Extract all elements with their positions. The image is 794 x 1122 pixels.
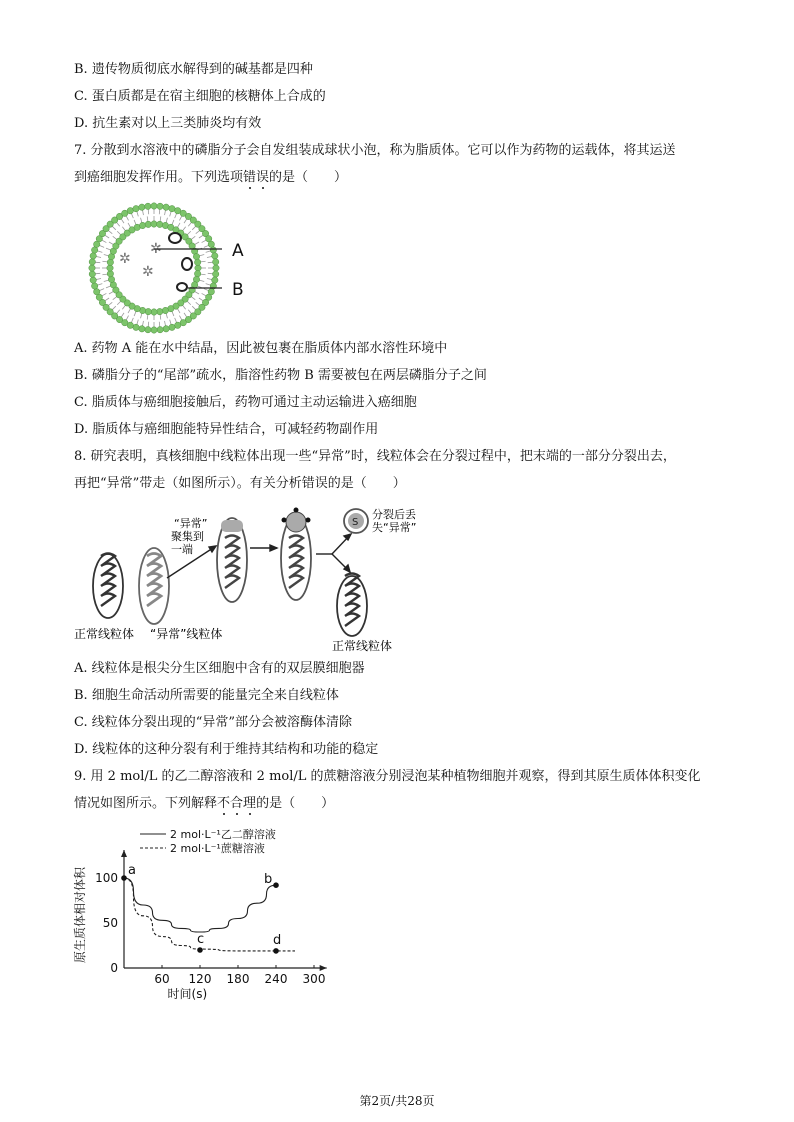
svg-text:✲: ✲ <box>150 241 162 257</box>
legend-label-2: 2 mol·L⁻¹蔗糖溶液 <box>170 842 265 855</box>
y-tick-label: 100 <box>95 871 118 885</box>
y-tick-label: 0 <box>110 961 118 975</box>
split-off-piece <box>344 509 368 533</box>
svg-text:S: S <box>352 517 359 528</box>
point-c <box>197 947 203 953</box>
y-axis-label: 原生质体相对体积 <box>73 866 87 964</box>
emphasis-mark: 错 <box>243 170 257 185</box>
label-lost-2: 失“异常” <box>372 521 417 534</box>
dividing-mitochondrion <box>281 508 311 601</box>
q7-stem-line1: 7. 分散到水溶液中的磷脂分子会自发组装成球状小泡，称为脂质体。它可以作为药物的运载体，将其运送 <box>74 143 676 158</box>
gathered-mitochondrion <box>217 518 247 602</box>
label-normal: 正常线粒体 <box>74 627 135 641</box>
liposome-bilayer <box>89 203 219 333</box>
q7-option-c: C. 脂质体与癌细胞接触后，药物可通过主动运输进入癌细胞 <box>74 395 417 410</box>
point-label-d: d <box>273 932 282 948</box>
point-label-c: c <box>197 932 205 947</box>
q8-stem-line2: 再把“异常”带走（如图所示）。有关分析错误的是（ ） <box>74 476 406 491</box>
q6-option-c: C. 蛋白质都是在宿主细胞的核糖体上合成的 <box>74 89 326 104</box>
chart-legend <box>140 827 276 855</box>
chart-series <box>124 878 295 951</box>
page-footer: 第2页/共28页 <box>359 1094 435 1108</box>
abnormal-mitochondrion <box>139 548 169 624</box>
point-label-a: a <box>128 863 136 878</box>
q8-stem-line1: 8. 研究表明，真核细胞中线粒体出现一些“异常”时，线粒体会在分裂过程中，把末端的一部分分裂出去， <box>74 449 676 464</box>
emphasis-mark: 合 <box>230 796 244 811</box>
x-tick-label: 60 <box>154 972 170 986</box>
q7-option-b: B. 磷脂分子的“尾部”疏水，脂溶性药物 B 需要被包在两层磷脂分子之间 <box>74 368 487 383</box>
svg-text:✲: ✲ <box>142 264 154 280</box>
chart-axes <box>72 850 327 1001</box>
emphasis-mark: 理 <box>243 796 257 811</box>
q7-stem-line2: 到癌细胞发挥作用。下列选项错误的是（ ） <box>74 170 348 185</box>
mitochondria-figure <box>70 500 470 655</box>
resulting-normal-mitochondrion <box>337 574 367 637</box>
q8-option-b: B. 细胞生命活动所需要的能量完全来自线粒体 <box>74 688 339 703</box>
y-axis-arrow <box>121 850 127 857</box>
q7-option-d: D. 脂质体与癌细胞能特异性结合，可减轻药物副作用 <box>74 422 379 437</box>
label-gather-1: “异常” <box>174 517 208 530</box>
point-a <box>121 875 127 881</box>
q6-option-d: D. 抗生素对以上三类肺炎均有效 <box>74 116 262 131</box>
q8-option-c: C. 线粒体分裂出现的“异常”部分会被溶酶体清除 <box>74 715 353 730</box>
protoplast-volume-chart <box>70 826 340 1006</box>
q9-stem-line2: 情况如图所示。下列解释不合理的是（ ） <box>74 796 335 811</box>
series-line-1 <box>124 878 276 932</box>
label-gather-3: 一端 <box>171 543 193 556</box>
x-tick-label: 120 <box>188 972 212 986</box>
q6-option-b: B. 遗传物质彻底水解得到的碱基都是四种 <box>74 62 313 77</box>
normal-mitochondrion <box>93 554 123 619</box>
chart-points <box>121 863 281 954</box>
legend-label-1: 2 mol·L⁻¹乙二醇溶液 <box>170 828 276 841</box>
x-axis-label: 时间(s) <box>167 987 208 1001</box>
label-normal-2: 正常线粒体 <box>332 639 393 653</box>
label-gather-2: 聚集到 <box>171 530 204 543</box>
liposome-figure <box>62 198 282 338</box>
q8-option-a: A. 线粒体是根尖分生区细胞中含有的双层膜细胞器 <box>74 661 365 676</box>
point-label-b: b <box>264 872 273 888</box>
drug-a-molecules <box>119 241 162 280</box>
label-abnormal: “异常”线粒体 <box>150 627 223 641</box>
y-tick-label: 50 <box>102 916 118 930</box>
label-b: B <box>232 280 244 300</box>
emphasis-mark: 不 <box>217 796 231 811</box>
x-axis-arrow <box>320 965 327 971</box>
label-a: A <box>232 241 244 261</box>
series-line-2 <box>124 878 295 951</box>
q7-option-a: A. 药物 A 能在水中结晶，因此被包裹在脂质体内部水溶性环境中 <box>74 341 448 356</box>
x-tick-label: 300 <box>302 972 326 986</box>
q9-stem-line1: 9. 用 2 mol/L 的乙二醇溶液和 2 mol/L 的蔗糖溶液分别浸泡某种植物细胞并观察，得到其原生质体体积变化 <box>74 769 701 784</box>
svg-text:✲: ✲ <box>119 251 131 267</box>
point-d <box>273 948 279 954</box>
x-tick-label: 240 <box>264 972 288 986</box>
emphasis-mark: 误 <box>256 170 270 185</box>
q8-option-d: D. 线粒体的这种分裂有利于维持其结构和功能的稳定 <box>74 742 379 757</box>
point-b <box>273 882 279 888</box>
x-tick-label: 180 <box>226 972 250 986</box>
label-lost-1: 分裂后丢 <box>372 508 416 521</box>
